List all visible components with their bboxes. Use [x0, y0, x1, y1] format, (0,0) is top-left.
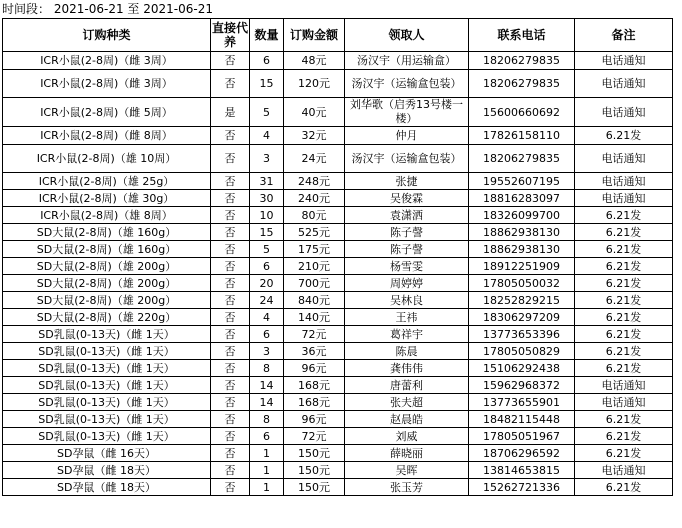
cell-note: 电话通知 [575, 190, 673, 207]
cell-direct-raise: 否 [211, 360, 250, 377]
table-row [3, 275, 673, 292]
cell-amount: 210元 [284, 258, 345, 275]
cell-direct-raise: 否 [211, 207, 250, 224]
table-row [3, 343, 673, 360]
cell-note: 6.21发 [575, 241, 673, 258]
cell-quantity: 3 [250, 145, 284, 173]
cell-phone: 18862938130 [469, 241, 575, 258]
cell-order-type: ICR小鼠(2-8周)（雄 25g） [3, 173, 211, 190]
table-row [3, 479, 673, 496]
cell-amount: 168元 [284, 394, 345, 411]
cell-recipient: 仲月 [345, 127, 469, 145]
cell-note: 6.21发 [575, 292, 673, 309]
cell-direct-raise: 否 [211, 411, 250, 428]
cell-quantity: 1 [250, 445, 284, 462]
table-row [3, 190, 673, 207]
cell-phone: 18862938130 [469, 224, 575, 241]
cell-direct-raise: 否 [211, 377, 250, 394]
cell-order-type: SD乳鼠(0-13天)（雌 1天） [3, 377, 211, 394]
cell-note: 电话通知 [575, 98, 673, 127]
cell-order-type: ICR小鼠(2-8周)（雌 5周） [3, 98, 211, 127]
order-table [2, 18, 673, 496]
date-range-separator: 至 [127, 2, 140, 16]
cell-recipient: 龚伟伟 [345, 360, 469, 377]
cell-recipient: 袁潇洒 [345, 207, 469, 224]
table-row [3, 145, 673, 173]
cell-order-type: SD孕鼠（雌 18天） [3, 479, 211, 496]
cell-note: 6.21发 [575, 411, 673, 428]
cell-direct-raise: 否 [211, 70, 250, 98]
cell-note: 6.21发 [575, 445, 673, 462]
table-row [3, 462, 673, 479]
cell-recipient: 张玉芳 [345, 479, 469, 496]
table-row [3, 309, 673, 326]
cell-direct-raise: 否 [211, 275, 250, 292]
cell-order-type: SD乳鼠(0-13天)（雌 1天） [3, 343, 211, 360]
column-header-amount: 订购金额 [284, 19, 345, 52]
cell-quantity: 6 [250, 258, 284, 275]
cell-order-type: SD大鼠(2-8周)（雄 160g） [3, 241, 211, 258]
cell-note: 6.21发 [575, 309, 673, 326]
cell-phone: 17826158110 [469, 127, 575, 145]
date-range-start: 2021-06-21 [53, 2, 124, 16]
cell-amount: 840元 [284, 292, 345, 309]
cell-quantity: 5 [250, 241, 284, 258]
cell-quantity: 8 [250, 411, 284, 428]
column-header-phone: 联系电话 [469, 19, 575, 52]
cell-order-type: ICR小鼠(2-8周)（雌 3周） [3, 70, 211, 98]
cell-amount: 150元 [284, 462, 345, 479]
cell-note: 6.21发 [575, 258, 673, 275]
cell-note: 电话通知 [575, 377, 673, 394]
cell-quantity: 4 [250, 127, 284, 145]
cell-quantity: 14 [250, 394, 284, 411]
cell-phone: 18252829215 [469, 292, 575, 309]
cell-order-type: ICR小鼠(2-8周)（雄 30g） [3, 190, 211, 207]
cell-quantity: 31 [250, 173, 284, 190]
cell-recipient: 张捷 [345, 173, 469, 190]
cell-amount: 700元 [284, 275, 345, 292]
table-row [3, 411, 673, 428]
cell-order-type: SD大鼠(2-8周)（雄 200g） [3, 275, 211, 292]
table-row [3, 70, 673, 98]
table-row [3, 98, 673, 127]
cell-note: 6.21发 [575, 207, 673, 224]
cell-phone: 15106292438 [469, 360, 575, 377]
cell-phone: 17805051967 [469, 428, 575, 445]
cell-amount: 150元 [284, 479, 345, 496]
cell-note: 电话通知 [575, 462, 673, 479]
cell-phone: 17805050032 [469, 275, 575, 292]
cell-recipient: 陈子謦 [345, 224, 469, 241]
cell-recipient: 薛晓丽 [345, 445, 469, 462]
cell-recipient: 杨雪雯 [345, 258, 469, 275]
cell-recipient: 陈晨 [345, 343, 469, 360]
cell-phone: 13773653396 [469, 326, 575, 343]
cell-quantity: 30 [250, 190, 284, 207]
cell-recipient: 汤汉宇（用运输盒） [345, 52, 469, 70]
column-header-recipient: 领取人 [345, 19, 469, 52]
cell-order-type: SD大鼠(2-8周)（雄 200g） [3, 258, 211, 275]
cell-direct-raise: 否 [211, 258, 250, 275]
cell-quantity: 6 [250, 428, 284, 445]
column-header-order-type: 订购种类 [3, 19, 211, 52]
cell-note: 6.21发 [575, 360, 673, 377]
cell-direct-raise: 否 [211, 127, 250, 145]
cell-quantity: 5 [250, 98, 284, 127]
cell-recipient: 唐蕾利 [345, 377, 469, 394]
table-row [3, 428, 673, 445]
cell-amount: 40元 [284, 98, 345, 127]
cell-quantity: 24 [250, 292, 284, 309]
cell-direct-raise: 否 [211, 173, 250, 190]
cell-amount: 525元 [284, 224, 345, 241]
cell-quantity: 1 [250, 462, 284, 479]
cell-direct-raise: 否 [211, 145, 250, 173]
cell-direct-raise: 否 [211, 190, 250, 207]
cell-amount: 48元 [284, 52, 345, 70]
cell-note: 电话通知 [575, 145, 673, 173]
cell-recipient: 周婷婷 [345, 275, 469, 292]
cell-amount: 240元 [284, 190, 345, 207]
cell-direct-raise: 否 [211, 326, 250, 343]
cell-amount: 72元 [284, 326, 345, 343]
cell-note: 6.21发 [575, 326, 673, 343]
cell-note: 电话通知 [575, 173, 673, 190]
cell-phone: 18206279835 [469, 70, 575, 98]
cell-phone: 18326099700 [469, 207, 575, 224]
cell-direct-raise: 否 [211, 292, 250, 309]
cell-order-type: SD孕鼠（雌 16天） [3, 445, 211, 462]
cell-amount: 80元 [284, 207, 345, 224]
cell-recipient: 刘华歌（启秀13号楼一楼） [345, 98, 469, 127]
cell-note: 6.21发 [575, 224, 673, 241]
cell-recipient: 汤汉宇（运输盒包装） [345, 70, 469, 98]
cell-phone: 18206279835 [469, 145, 575, 173]
cell-direct-raise: 否 [211, 462, 250, 479]
cell-phone: 18706296592 [469, 445, 575, 462]
table-row [3, 52, 673, 70]
table-body [3, 52, 673, 496]
cell-direct-raise: 否 [211, 52, 250, 70]
cell-direct-raise: 否 [211, 445, 250, 462]
column-header-quantity: 数量 [250, 19, 284, 52]
table-row [3, 360, 673, 377]
table-row [3, 326, 673, 343]
cell-recipient: 汤汉宇（运输盒包装） [345, 145, 469, 173]
cell-recipient: 吴俊霖 [345, 190, 469, 207]
cell-note: 电话通知 [575, 70, 673, 98]
cell-quantity: 10 [250, 207, 284, 224]
cell-recipient: 吴林良 [345, 292, 469, 309]
cell-order-type: SD乳鼠(0-13天)（雌 1天） [3, 394, 211, 411]
cell-quantity: 4 [250, 309, 284, 326]
cell-note: 6.21发 [575, 343, 673, 360]
cell-amount: 96元 [284, 360, 345, 377]
cell-amount: 36元 [284, 343, 345, 360]
cell-phone: 15262721336 [469, 479, 575, 496]
cell-order-type: SD乳鼠(0-13天)（雌 1天） [3, 411, 211, 428]
column-header-note: 备注 [575, 19, 673, 52]
table-row [3, 377, 673, 394]
cell-quantity: 15 [250, 70, 284, 98]
cell-phone: 13814653815 [469, 462, 575, 479]
table-row [3, 292, 673, 309]
cell-note: 6.21发 [575, 428, 673, 445]
cell-phone: 18206279835 [469, 52, 575, 70]
cell-phone: 13773655901 [469, 394, 575, 411]
cell-amount: 32元 [284, 127, 345, 145]
cell-phone: 18816283097 [469, 190, 575, 207]
cell-order-type: ICR小鼠(2-8周)（雄 10周） [3, 145, 211, 173]
column-header-direct-raise: 直接代养 [211, 19, 250, 52]
cell-note: 电话通知 [575, 52, 673, 70]
table-row [3, 224, 673, 241]
cell-direct-raise: 否 [211, 343, 250, 360]
cell-recipient: 王祎 [345, 309, 469, 326]
cell-recipient: 刘威 [345, 428, 469, 445]
cell-phone: 15962968372 [469, 377, 575, 394]
cell-direct-raise: 否 [211, 241, 250, 258]
cell-note: 电话通知 [575, 394, 673, 411]
cell-amount: 248元 [284, 173, 345, 190]
table-row [3, 258, 673, 275]
cell-amount: 72元 [284, 428, 345, 445]
cell-direct-raise: 否 [211, 428, 250, 445]
cell-quantity: 15 [250, 224, 284, 241]
date-range-end: 2021-06-21 [143, 2, 214, 16]
cell-quantity: 20 [250, 275, 284, 292]
table-row [3, 173, 673, 190]
cell-order-type: ICR小鼠(2-8周)（雌 3周） [3, 52, 211, 70]
cell-order-type: SD大鼠(2-8周)（雄 200g） [3, 292, 211, 309]
cell-order-type: ICR小鼠(2-8周)（雄 8周） [3, 207, 211, 224]
table-row [3, 207, 673, 224]
cell-order-type: SD乳鼠(0-13天)（雌 1天） [3, 326, 211, 343]
cell-direct-raise: 否 [211, 224, 250, 241]
cell-recipient: 吴晖 [345, 462, 469, 479]
table-row [3, 445, 673, 462]
cell-phone: 18306297209 [469, 309, 575, 326]
cell-amount: 140元 [284, 309, 345, 326]
cell-amount: 175元 [284, 241, 345, 258]
cell-phone: 18912251909 [469, 258, 575, 275]
table-row [3, 394, 673, 411]
cell-quantity: 6 [250, 326, 284, 343]
cell-recipient: 葛祥宇 [345, 326, 469, 343]
cell-note: 6.21发 [575, 127, 673, 145]
cell-direct-raise: 否 [211, 479, 250, 496]
cell-phone: 19552607195 [469, 173, 575, 190]
table-header-row [3, 19, 673, 52]
cell-amount: 96元 [284, 411, 345, 428]
cell-quantity: 3 [250, 343, 284, 360]
cell-order-type: SD乳鼠(0-13天)（雌 1天） [3, 428, 211, 445]
cell-recipient: 陈子謦 [345, 241, 469, 258]
cell-order-type: SD大鼠(2-8周)（雄 160g） [3, 224, 211, 241]
cell-order-type: SD乳鼠(0-13天)（雌 1天） [3, 360, 211, 377]
cell-order-type: ICR小鼠(2-8周)（雌 8周） [3, 127, 211, 145]
cell-phone: 15600660692 [469, 98, 575, 127]
cell-direct-raise: 否 [211, 394, 250, 411]
cell-recipient: 赵晨皓 [345, 411, 469, 428]
table-row [3, 241, 673, 258]
cell-direct-raise: 否 [211, 309, 250, 326]
cell-recipient: 张夫超 [345, 394, 469, 411]
cell-amount: 24元 [284, 145, 345, 173]
cell-note: 6.21发 [575, 479, 673, 496]
table-row [3, 127, 673, 145]
date-range-label: 时间段： [2, 2, 51, 16]
cell-phone: 17805050829 [469, 343, 575, 360]
cell-amount: 120元 [284, 70, 345, 98]
cell-order-type: SD大鼠(2-8周)（雄 220g） [3, 309, 211, 326]
cell-quantity: 6 [250, 52, 284, 70]
cell-order-type: SD孕鼠（雌 18天） [3, 462, 211, 479]
cell-direct-raise: 是 [211, 98, 250, 127]
cell-amount: 150元 [284, 445, 345, 462]
cell-amount: 168元 [284, 377, 345, 394]
cell-quantity: 8 [250, 360, 284, 377]
date-range-header [2, 0, 213, 18]
cell-note: 6.21发 [575, 275, 673, 292]
cell-quantity: 14 [250, 377, 284, 394]
cell-quantity: 1 [250, 479, 284, 496]
cell-phone: 18482115448 [469, 411, 575, 428]
